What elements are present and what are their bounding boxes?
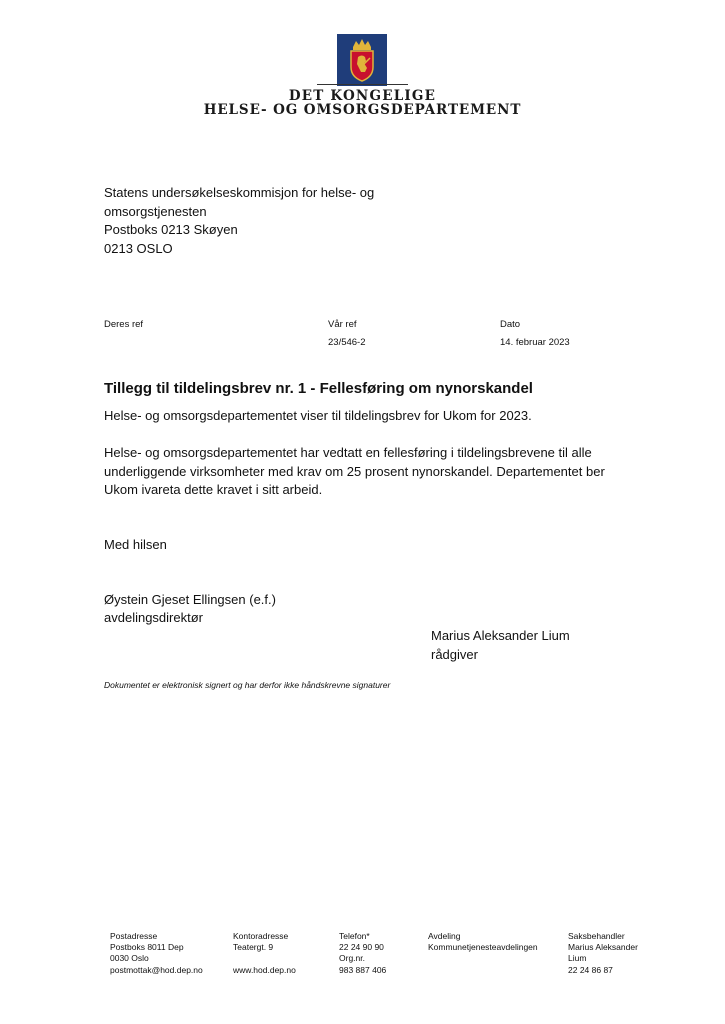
footer-text: Lium [568, 953, 587, 964]
deres-ref-label: Deres ref [104, 319, 144, 330]
footer-text: Saksbehandler [568, 931, 625, 941]
letter-closing: Med hilsen [104, 537, 167, 552]
coat-of-arms-icon [337, 34, 387, 86]
footer-kontoradresse [233, 931, 296, 976]
footer-text: Kontoradresse [233, 931, 289, 941]
recipient-line: 0213 OSLO [104, 240, 173, 256]
dato-value: 14. februar 2023 [500, 337, 570, 348]
var-ref-label: Vår ref [328, 319, 357, 330]
footer-website-link[interactable]: www.hod.dep.no [233, 964, 296, 975]
department-name-line1: DET KONGELIGE [288, 88, 437, 104]
department-name-line2: HELSE- OG OMSORGSDEPARTEMENT [203, 102, 522, 118]
footer-text: Org.nr. [339, 953, 365, 964]
footer-text: 22 24 90 90 [339, 942, 384, 953]
footer-text: Marius Aleksander [568, 942, 638, 953]
footer-text: 22 24 86 87 [568, 964, 613, 975]
letter-paragraph-1: Helse- og omsorgsdepartementet viser til tildelingsbrev for Ukom for 2023. [104, 408, 532, 423]
letter-paragraph-2: Helse- og omsorgsdepartementet har vedtatt en fellesføring i tildelingsbrevene til alle underliggende virksomheter med krav om 25 prosent nynorskandel. Departementet ber Ukom ivareta dette kravet i sitt arbeid. [104, 445, 605, 497]
footer-text [233, 953, 296, 964]
footer-text: Telefon* [339, 931, 370, 941]
letter-title: Tillegg til tildelingsbrev nr. 1 - Fellesføring om nynorskandel [104, 380, 533, 397]
footer-email-link[interactable]: postmottak@hod.dep.no [110, 964, 203, 975]
var-ref-value: 23/546-2 [328, 337, 366, 348]
footer-avdeling [428, 931, 538, 953]
recipient-line: Statens undersøkelseskommisjon for helse- og [104, 185, 375, 200]
footer-text: 0030 Oslo [110, 953, 149, 964]
footer-text: Kommunetjenesteavdelingen [428, 942, 538, 953]
letterhead-rule [317, 84, 408, 85]
footer-text: 983 887 406 [339, 964, 387, 975]
footer-saksbehandler [568, 931, 638, 976]
signer-2-name: Marius Aleksander Lium [431, 628, 570, 643]
dato-label: Dato [500, 319, 521, 330]
footer-text: Postadresse [110, 931, 158, 941]
footer-text: Avdeling [428, 931, 461, 941]
recipient-address [104, 184, 374, 258]
footer-text: Postboks 8011 Dep [110, 942, 184, 953]
footer-telefon [339, 931, 386, 976]
electronic-signature-note: Dokumentet er elektronisk signert og har derfor ikke håndskrevne signaturer [104, 680, 391, 690]
signer-1-title: avdelingsdirektør [104, 610, 203, 625]
footer-text: Teatergt. 9 [233, 942, 274, 953]
signer-2-title: rådgiver [431, 647, 478, 662]
signer-1-name: Øystein Gjeset Ellingsen (e.f.) [104, 592, 276, 607]
recipient-line: Postboks 0213 Skøyen [104, 222, 238, 237]
recipient-line: omsorgstjenesten [104, 203, 207, 219]
footer-postadresse [110, 931, 203, 976]
